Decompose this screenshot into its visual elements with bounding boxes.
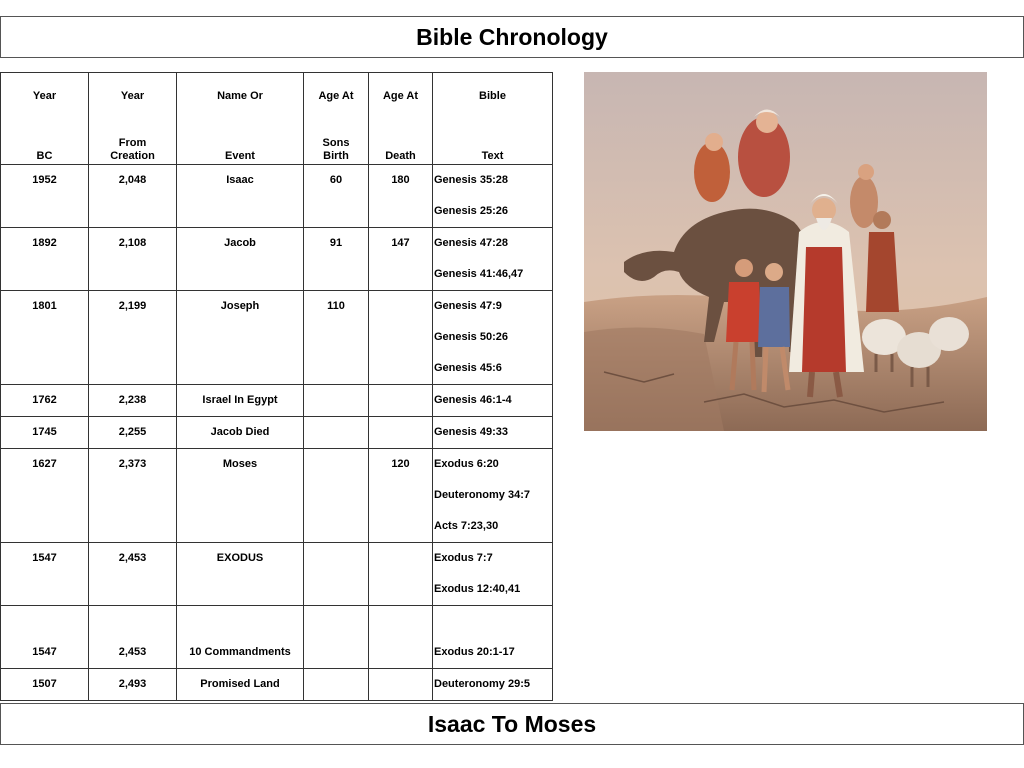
cell-age-death [369, 417, 433, 449]
bible-reference: Genesis 49:33 [434, 426, 508, 438]
header-year-creation: Year From Creation [89, 73, 177, 165]
cell-age-death [369, 291, 433, 385]
cell-bible-text [433, 165, 553, 228]
cell-bible-text [433, 385, 553, 417]
cell-age-death: 120 [369, 449, 433, 543]
cell-name: Isaac [177, 165, 304, 228]
table-header-row [1, 73, 553, 165]
header-age-death: Age At Death [369, 73, 433, 165]
cell-year-bc: 1952 [1, 165, 89, 228]
cell-age-death [369, 385, 433, 417]
page-title [0, 16, 1024, 58]
bible-reference: Genesis 45:6 [434, 362, 502, 374]
cell-year-bc: 1892 [1, 228, 89, 291]
table-row [1, 228, 553, 291]
cell-year-bc: 1547 [1, 606, 89, 669]
cell-bible-text [433, 417, 553, 449]
cell-year-creation: 2,373 [89, 449, 177, 543]
bible-reference: Exodus 12:40,41 [434, 583, 521, 595]
cell-age-sons: 91 [304, 228, 369, 291]
table-row [1, 417, 553, 449]
cell-name: Joseph [177, 291, 304, 385]
table-row [1, 385, 553, 417]
cell-year-bc: 1745 [1, 417, 89, 449]
cell-bible-text [433, 228, 553, 291]
cell-age-death [369, 606, 433, 669]
bible-reference: Genesis 50:26 [434, 331, 508, 343]
bible-reference: Exodus 20:1-17 [434, 646, 515, 658]
table-row [1, 543, 553, 606]
painting-illustration [584, 72, 987, 431]
bible-reference: Deuteronomy 34:7 [434, 489, 530, 501]
bible-reference [434, 606, 552, 637]
bible-reference: Genesis 46:1-4 [434, 394, 512, 406]
cell-age-death: 147 [369, 228, 433, 291]
cell-age-sons [304, 669, 369, 701]
chronology-table [0, 72, 553, 701]
cell-year-creation: 2,238 [89, 385, 177, 417]
footer-title-text: Isaac To Moses [427, 710, 597, 737]
cell-name: Promised Land [177, 669, 304, 701]
cell-year-bc: 1507 [1, 669, 89, 701]
cell-age-death: 180 [369, 165, 433, 228]
table-row [1, 291, 553, 385]
cell-name: 10 Commandments [177, 606, 304, 669]
cell-year-creation: 2,493 [89, 669, 177, 701]
footer-title [0, 703, 1024, 745]
cell-age-sons [304, 449, 369, 543]
bible-reference: Genesis 47:28 [434, 237, 508, 249]
header-age-sons: Age At Sons Birth [304, 73, 369, 165]
cell-age-death [369, 543, 433, 606]
cell-name: Jacob [177, 228, 304, 291]
cell-age-sons: 60 [304, 165, 369, 228]
cell-year-creation: 2,048 [89, 165, 177, 228]
header-name: Name Or Event [177, 73, 304, 165]
table-row [1, 669, 553, 701]
cell-year-creation: 2,255 [89, 417, 177, 449]
cell-bible-text [433, 669, 553, 701]
bible-reference: Exodus 6:20 [434, 458, 499, 470]
cell-name: EXODUS [177, 543, 304, 606]
bible-reference: Genesis 47:9 [434, 300, 502, 312]
cell-age-sons [304, 543, 369, 606]
cell-year-bc: 1801 [1, 291, 89, 385]
cell-bible-text [433, 449, 553, 543]
cell-year-bc: 1547 [1, 543, 89, 606]
table-row [1, 606, 553, 669]
bible-reference: Genesis 35:28 [434, 174, 508, 186]
header-year-bc: Year BC [1, 73, 89, 165]
cell-bible-text [433, 291, 553, 385]
cell-year-bc: 1762 [1, 385, 89, 417]
table-row [1, 165, 553, 228]
abraham-journey-painting [584, 72, 987, 431]
bible-reference: Exodus 7:7 [434, 552, 493, 564]
cell-name: Moses [177, 449, 304, 543]
cell-age-sons: 110 [304, 291, 369, 385]
cell-year-bc: 1627 [1, 449, 89, 543]
cell-year-creation: 2,453 [89, 543, 177, 606]
cell-name: Jacob Died [177, 417, 304, 449]
page-title-text: Bible Chronology [416, 23, 608, 50]
cell-age-sons [304, 606, 369, 669]
table-row [1, 449, 553, 543]
bible-reference: Acts 7:23,30 [434, 520, 499, 532]
cell-age-death [369, 669, 433, 701]
cell-year-creation: 2,453 [89, 606, 177, 669]
cell-age-sons [304, 417, 369, 449]
cell-name: Israel In Egypt [177, 385, 304, 417]
bible-reference: Genesis 41:46,47 [434, 268, 524, 280]
bible-reference: Deuteronomy 29:5 [434, 678, 530, 690]
cell-bible-text [433, 606, 553, 669]
cell-year-creation: 2,108 [89, 228, 177, 291]
cell-age-sons [304, 385, 369, 417]
cell-bible-text [433, 543, 553, 606]
header-bible: Bible Text [433, 73, 553, 165]
cell-year-creation: 2,199 [89, 291, 177, 385]
bible-reference: Genesis 25:26 [434, 205, 508, 217]
